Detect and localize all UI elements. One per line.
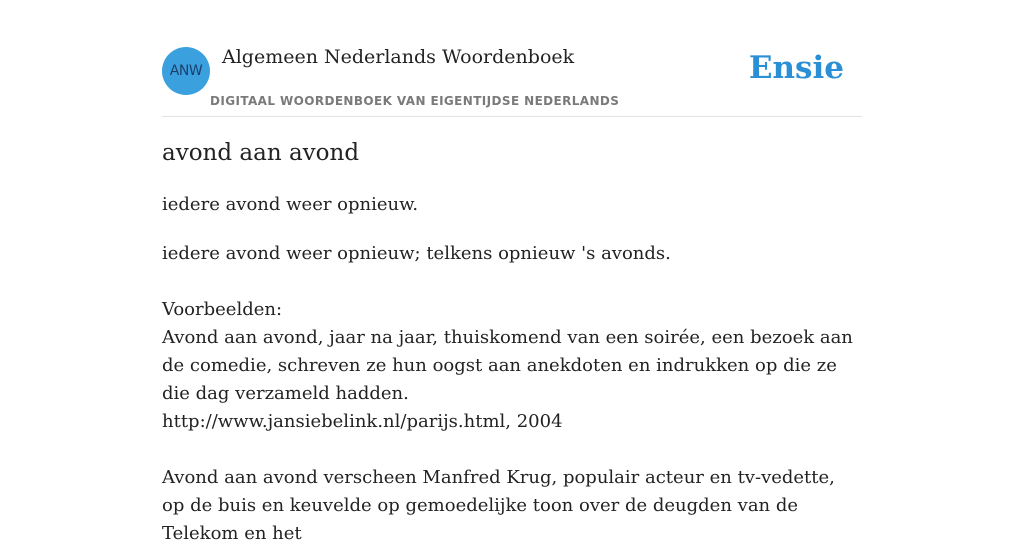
logo-text: ANW [169,63,203,79]
example-text: Avond aan avond, jaar na jaar, thuiskomend van een soirée, een bezoek aan de comedie, schreven ze hun oogst aan anekdoten en indrukken op die ze die dag verzameld hadden. [162,327,853,404]
spacer [162,436,862,464]
site-subtitle: DIGITAAL WOORDENBOEK VAN EIGENTIJDSE NEDERLANDS [210,94,620,108]
full-definition: iedere avond weer opnieuw; telkens opnieuw 's avonds. [162,243,671,264]
examples-label: Voorbeelden: [162,299,283,320]
page [162,0,862,544]
anw-logo[interactable] [162,47,210,95]
ensie-logo-link[interactable]: Ensie [748,50,844,86]
example-source: http://www.jansiebelink.nl/parijs.html, 2004 [162,411,563,432]
site-header [162,0,862,117]
short-definition: iedere avond weer opnieuw. [162,194,419,215]
spacer [162,268,862,296]
site-title[interactable]: Algemeen Nederlands Woordenboek [222,46,575,68]
entry-body [162,240,862,548]
example-text: Avond aan avond verscheen Manfred Krug, populair acteur en tv-vedette, op de buis en keuvelde op gemoedelijke toon over de deugden van de Telekom en het [162,467,835,544]
entry-title: avond aan avond [162,140,360,166]
